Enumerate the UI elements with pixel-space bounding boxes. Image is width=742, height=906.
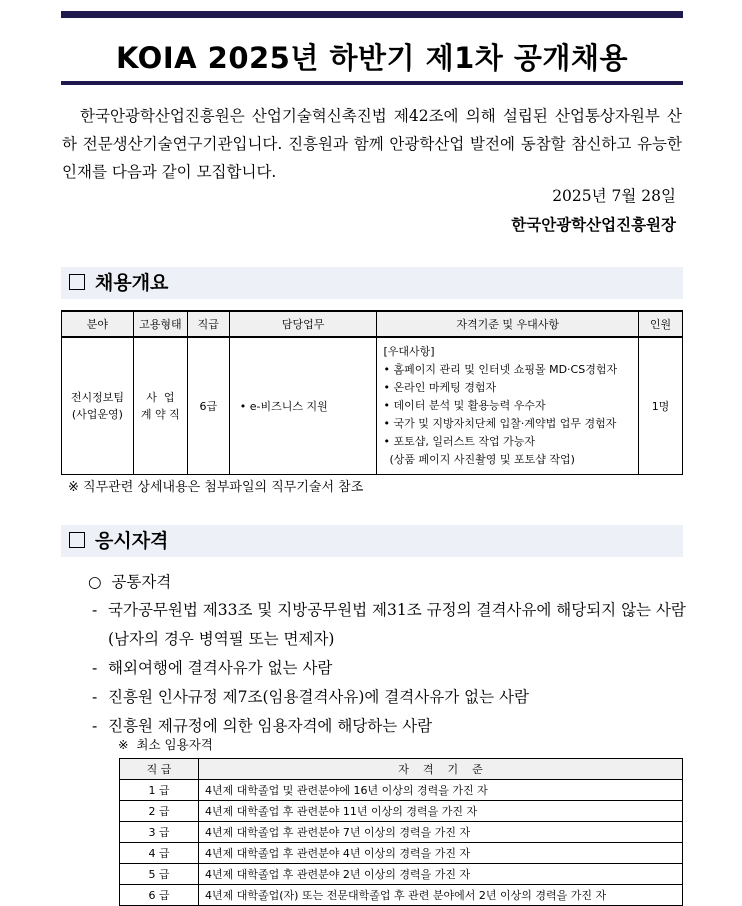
qualification-item: • 홈페이지 관리 및 인터넷 쇼핑몰 MD·CS경험자 xyxy=(383,363,618,376)
intro-text: 한국안광학산업진흥원은 산업기술혁신촉진법 제42조에 의해 설립된 산업통상자원부 산하 전문생산기술연구기관입니다. 진흥원과 함께 안광학산업 발전에 동참할 참신하고 유능한 인재를 다음과 같이 모집합니다. xyxy=(62,107,682,181)
section-title: 응시자격 xyxy=(95,530,169,552)
list-item: - 진흥원 제규정에 의한 임용자격에 해당하는 사람 xyxy=(92,712,686,741)
requirement-text: 진흥원 인사규정 제7조(임용결격사유)에 결격사유가 없는 사람 xyxy=(108,688,529,706)
qualification-item: • 국가 및 지방자치단체 입찰·계약법 업무 경험자 xyxy=(383,417,617,430)
job-description-note: ※ 직무관련 상세내용은 첨부파일의 직무기술서 참조 xyxy=(68,480,364,495)
col-header: 직급 xyxy=(187,311,229,337)
col-header: 분야 xyxy=(62,311,134,337)
square-icon xyxy=(69,274,85,290)
min-qualification-table xyxy=(119,758,683,906)
grade-cell: 4 급 xyxy=(120,843,199,864)
employment-line: 사 업 xyxy=(146,391,175,404)
criteria-cell: 4년제 대학졸업 후 관련분야 4년 이상의 경력을 가진 자 xyxy=(199,843,683,864)
list-item: - 국가공무원법 제33조 및 지방공무원법 제31조 규정의 결격사유에 해당되지 않는 사람(남자의 경우 병역필 또는 면제자) xyxy=(92,596,686,654)
qualification-item: • 포토샵, 일러스트 작업 가능자 xyxy=(383,435,535,448)
col-header: 자 격 기 준 xyxy=(199,759,683,780)
page-title: KOIA 2025년 하반기 제1차 공개채용 xyxy=(116,41,628,75)
list-item: - 해외여행에 결격사유가 없는 사람 xyxy=(92,654,686,683)
requirement-text: 국가공무원법 제33조 및 지방공무원법 제31조 규정의 결격사유에 해당되지 않는 사람(남자의 경우 병역필 또는 면제자) xyxy=(108,601,686,648)
col-header: 직 급 xyxy=(120,759,199,780)
table-header-row xyxy=(62,311,683,337)
common-qualification-label: ○ 공통자격 xyxy=(88,573,172,591)
col-header: 자격기준 및 우대사항 xyxy=(377,311,639,337)
criteria-cell: 4년제 대학졸업 후 관련분야 11년 이상의 경력을 가진 자 xyxy=(199,801,683,822)
section-title: 채용개요 xyxy=(95,272,169,294)
table-row xyxy=(120,843,683,864)
qualification-item: (상품 페이지 사진촬영 및 포토샵 작업) xyxy=(389,453,575,466)
table-header-row xyxy=(120,759,683,780)
grade-cell: 1 급 xyxy=(120,780,199,801)
field-cell xyxy=(62,337,134,475)
count-cell: 1명 xyxy=(639,337,683,475)
duty-cell: • e-비즈니스 지원 xyxy=(229,337,377,475)
table-row xyxy=(62,337,683,475)
field-line: (사업운영) xyxy=(71,408,123,421)
criteria-cell: 4년제 대학졸업 및 관련분야에 16년 이상의 경력을 가진 자 xyxy=(199,780,683,801)
criteria-cell: 4년제 대학졸업(자) 또는 전문대학졸업 후 관련 분야에서 2년 이상의 경력을 가진 자 xyxy=(199,885,683,906)
grade-cell: 5 급 xyxy=(120,864,199,885)
employment-cell xyxy=(133,337,187,475)
section-header-recruitment xyxy=(61,267,683,299)
top-divider xyxy=(61,11,683,18)
announcement-date: 2025년 7월 28일 xyxy=(552,187,676,205)
min-qualification-note: ※ 최소 임용자격 xyxy=(118,737,213,752)
recruitment-table xyxy=(61,310,683,475)
section-header-eligibility xyxy=(61,525,683,557)
qualification-title: [우대사항] xyxy=(383,345,435,358)
intro-paragraph xyxy=(62,102,682,186)
requirement-text: 진흥원 제규정에 의한 임용자격에 해당하는 사람 xyxy=(108,717,433,735)
grade-cell: 6 급 xyxy=(120,885,199,906)
qualification-cell xyxy=(377,337,639,475)
list-item: - 진흥원 인사규정 제7조(임용결격사유)에 결격사유가 없는 사람 xyxy=(92,683,686,712)
square-icon xyxy=(69,532,85,548)
qualification-item: • 데이터 분석 및 활용능력 우수자 xyxy=(383,399,546,412)
table-row xyxy=(120,801,683,822)
grade-cell: 3 급 xyxy=(120,822,199,843)
col-header: 인원 xyxy=(639,311,683,337)
criteria-cell: 4년제 대학졸업 후 관련분야 7년 이상의 경력을 가진 자 xyxy=(199,822,683,843)
table-row xyxy=(120,780,683,801)
grade-cell: 6급 xyxy=(187,337,229,475)
col-header: 고용형태 xyxy=(133,311,187,337)
criteria-cell: 4년제 대학졸업 후 관련분야 2년 이상의 경력을 가진 자 xyxy=(199,864,683,885)
table-row xyxy=(120,885,683,906)
employment-line: 계 약 직 xyxy=(140,408,180,421)
requirement-text: 해외여행에 결격사유가 없는 사람 xyxy=(108,659,333,677)
table-row xyxy=(120,864,683,885)
grade-cell: 2 급 xyxy=(120,801,199,822)
qualification-item: • 온라인 마케팅 경험자 xyxy=(383,381,497,394)
title-divider xyxy=(61,81,683,85)
requirements-list xyxy=(92,596,686,741)
col-header: 담당업무 xyxy=(229,311,377,337)
field-line: 전시정보팀 xyxy=(70,391,124,404)
table-row xyxy=(120,822,683,843)
signature: 한국안광학산업진흥원장 xyxy=(511,215,676,234)
